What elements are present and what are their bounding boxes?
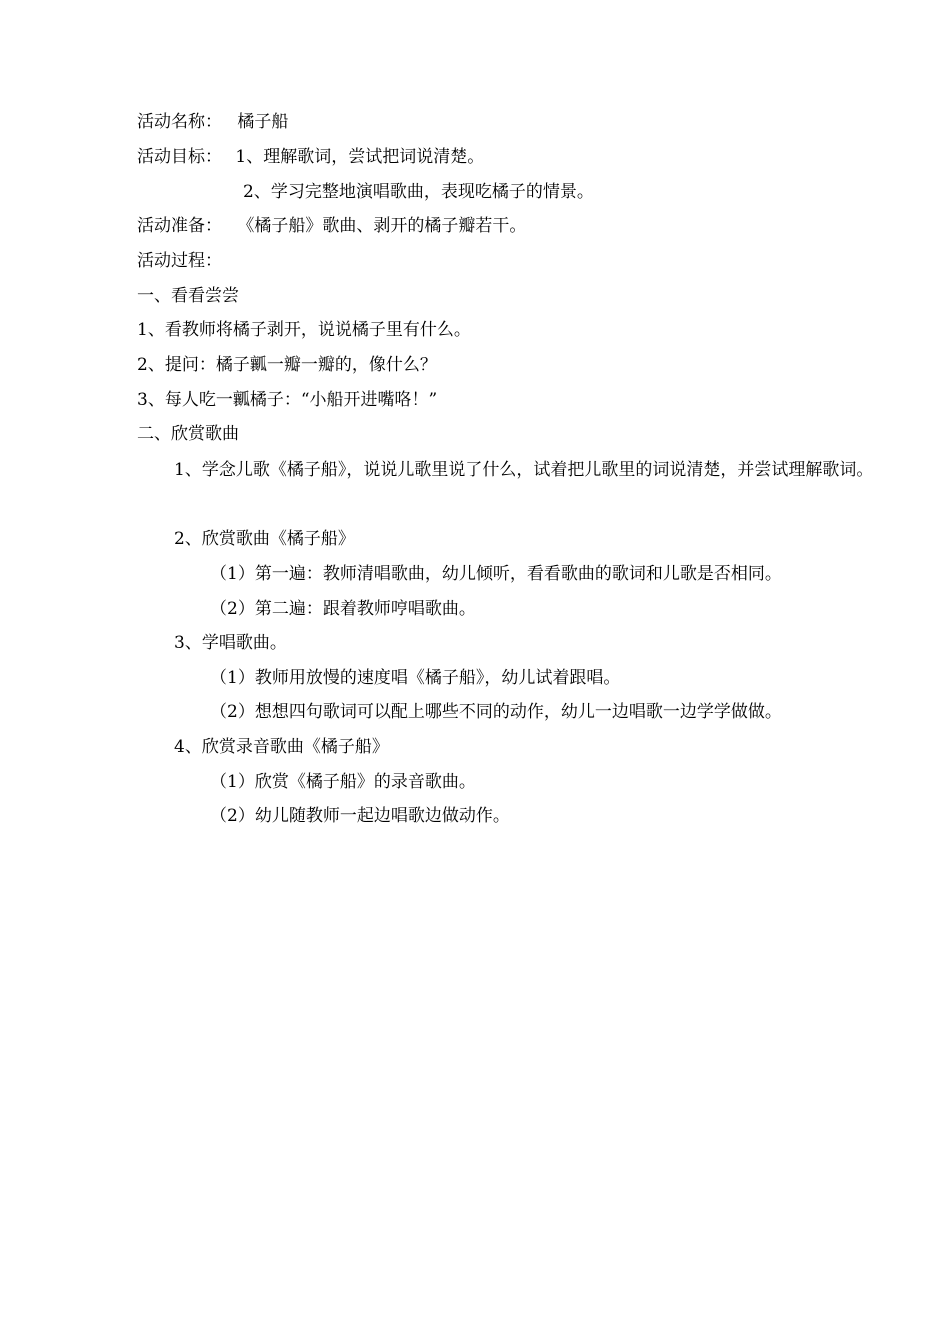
section-2-paragraph-1: 1、学念儿歌《橘子船》，说说儿歌里说了什么，试着把儿歌里的词说清楚，并尝试理解歌词。 — [174, 460, 874, 480]
activity-prep-label: 活动准备： — [137, 216, 222, 236]
section-2-subitem: （1）欣赏《橘子船》的录音歌曲。 — [210, 772, 476, 792]
section-2-item-3: 3、学唱歌曲。 — [174, 633, 287, 653]
activity-prep-row — [137, 214, 526, 238]
section-2-subitem: （1）教师用放慢的速度唱《橘子船》，幼儿试着跟唱。 — [210, 668, 621, 688]
activity-name-value: 橘子船 — [237, 112, 289, 132]
section-2-subitem: （2）幼儿随教师一起边唱歌边做动作。 — [210, 806, 510, 826]
activity-goal-1: 1、理解歌词，尝试把词说清楚。 — [235, 147, 485, 167]
section-2-subitem: （1）第一遍：教师清唱歌曲，幼儿倾听，看看歌曲的歌词和儿歌是否相同。 — [210, 564, 782, 584]
activity-goal-2: 2、学习完整地演唱歌曲，表现吃橘子的情景。 — [243, 182, 594, 202]
section-1-title: 一、看看尝尝 — [137, 286, 239, 306]
section-2-subitem: （2）第二遍：跟着教师哼唱歌曲。 — [210, 599, 476, 619]
section-2-item-2: 2、欣赏歌曲《橘子船》 — [174, 529, 355, 549]
activity-name-row — [137, 110, 288, 134]
section-2-item-4: 4、欣赏录音歌曲《橘子船》 — [174, 737, 389, 757]
activity-prep-value: 《橘子船》歌曲、剥开的橘子瓣若干。 — [237, 216, 527, 236]
section-2-title: 二、欣赏歌曲 — [137, 424, 239, 444]
section-1-item: 3、每人吃一瓤橘子：“小船开进嘴咯！” — [137, 390, 438, 410]
activity-process-label: 活动过程： — [137, 251, 222, 271]
section-1-item: 2、提问：橘子瓤一瓣一瓣的，像什么？ — [137, 355, 437, 375]
section-2-subitem: （2）想想四句歌词可以配上哪些不同的动作，幼儿一边唱歌一边学学做做。 — [210, 702, 782, 722]
activity-goal-row — [137, 145, 484, 169]
activity-goal-label: 活动目标： — [137, 147, 222, 167]
activity-name-label: 活动名称： — [137, 112, 222, 132]
section-1-item: 1、看教师将橘子剥开，说说橘子里有什么。 — [137, 320, 471, 340]
